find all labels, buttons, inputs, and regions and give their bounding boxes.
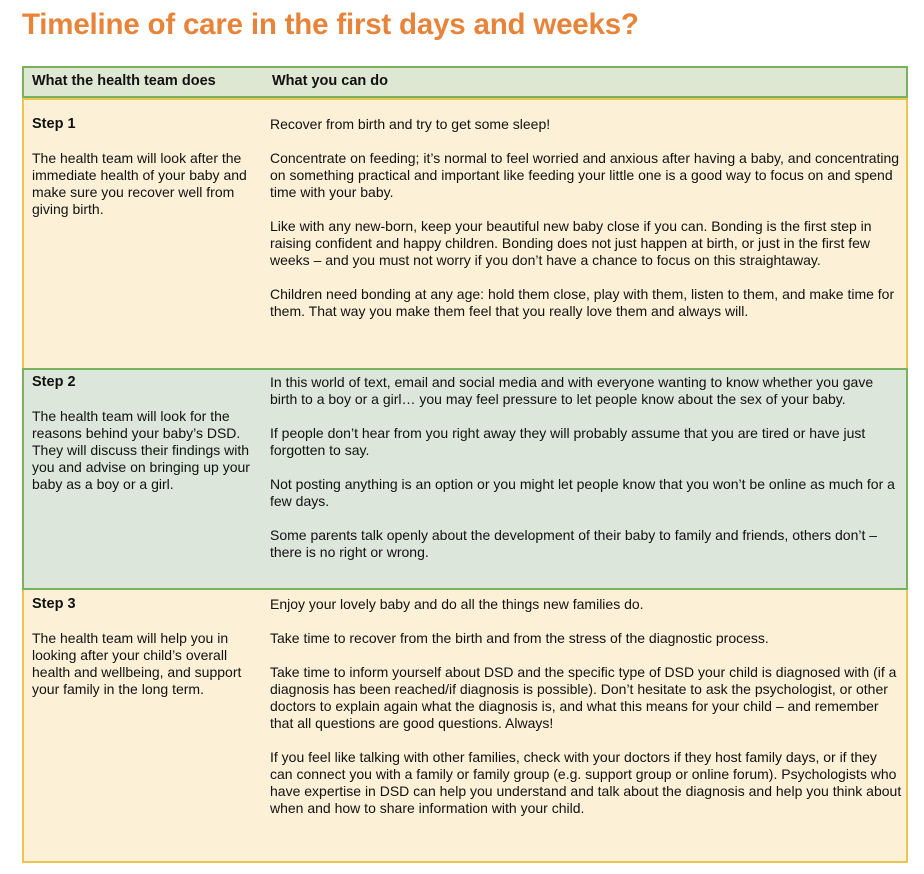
step-3-team-text: The health team will help you in looking after your child’s overall health and wellbeing, and support your family in the long term. xyxy=(32,630,242,697)
step-1-team-text: The health team will look after the immediate health of your baby and make sure you recover well from giving birth. xyxy=(32,150,247,217)
step-1-you-paragraph: Children need bonding at any age: hold them close, play with them, listen to them, and make time for them. That way you make them feel that you really love them and always will. xyxy=(270,286,895,319)
step-2-team-text: The health team will look for the reasons behind your baby’s DSD. They will discuss their findings with you and advise on bringing up your baby as a boy or a girl. xyxy=(32,408,250,492)
header-health-team: What the health team does xyxy=(32,73,216,89)
step-2-you-cell xyxy=(270,374,902,578)
step-3-you-paragraph: Enjoy your lovely baby and do all the things new families do. xyxy=(270,596,644,612)
page-title: Timeline of care in the first days and weeks? xyxy=(22,8,639,41)
step-1-you-paragraph: Like with any new-born, keep your beautiful new baby close if you can. Bonding is the first step in raising confident and happy children. Bonding does not just happen at birth, or just in the first few weeks – and you must not worry if you don’t have a chance to focus on this straightaway. xyxy=(270,218,872,268)
step-2-label: Step 2 xyxy=(32,374,76,390)
step-2-team-cell xyxy=(32,374,260,493)
step-2-you-paragraph: In this world of text, email and social media and with everyone wanting to know whether you gave birth to a boy or a girl… you may feel pressure to let people know about the sex of your baby. xyxy=(270,374,874,407)
step-1-row xyxy=(22,98,908,401)
step-3-team-cell xyxy=(32,596,260,698)
step-1-team-cell xyxy=(32,116,260,218)
step-3-row xyxy=(22,588,908,863)
step-3-you-paragraph: If you feel like talking with other families, check with your doctors if they host family days, or if they can connect you with a family or family group (e.g. support group or online forum). Psychologists who have expertise in DSD can help you understand and talk about the diagnosis and help you think about when and how to share information with your child. xyxy=(270,749,902,816)
step-3-you-paragraph: Take time to inform yourself about DSD and the specific type of DSD your child is diagnosed with (if a diagnosis has been reached/if diagnosis is possible). Don’t hesitate to ask the psychologist, or other doctors to explain again what the diagnosis is, and what this means for your child – and remember that all questions are good questions. Always! xyxy=(270,664,897,731)
step-3-you-paragraph: Take time to recover from the birth and from the stress of the diagnostic process. xyxy=(270,630,769,646)
step-1-you-cell xyxy=(270,116,902,337)
step-2-you-paragraph: If people don’t hear from you right away they will probably assume that you are tired or have just forgotten to say. xyxy=(270,425,866,458)
step-1-you-paragraph: Concentrate on feeding; it’s normal to feel worried and anxious after having a baby, and concentrating on something practical and important like feeding your little one is a good way to focus on and spend time with your baby. xyxy=(270,150,900,200)
step-2-you-paragraph: Some parents talk openly about the development of their baby to family and friends, others don’t – there is no right or wrong. xyxy=(270,527,878,560)
step-1-label: Step 1 xyxy=(32,116,76,132)
step-2-you-paragraph: Not posting anything is an option or you might let people know that you won’t be online as much for a few days. xyxy=(270,476,895,509)
step-3-you-cell xyxy=(270,596,902,834)
table-header-row xyxy=(22,66,908,98)
step-2-row xyxy=(22,368,908,590)
header-what-you-can-do: What you can do xyxy=(272,73,388,89)
step-1-you-paragraph: Recover from birth and try to get some sleep! xyxy=(270,116,551,132)
step-3-label: Step 3 xyxy=(32,596,76,612)
